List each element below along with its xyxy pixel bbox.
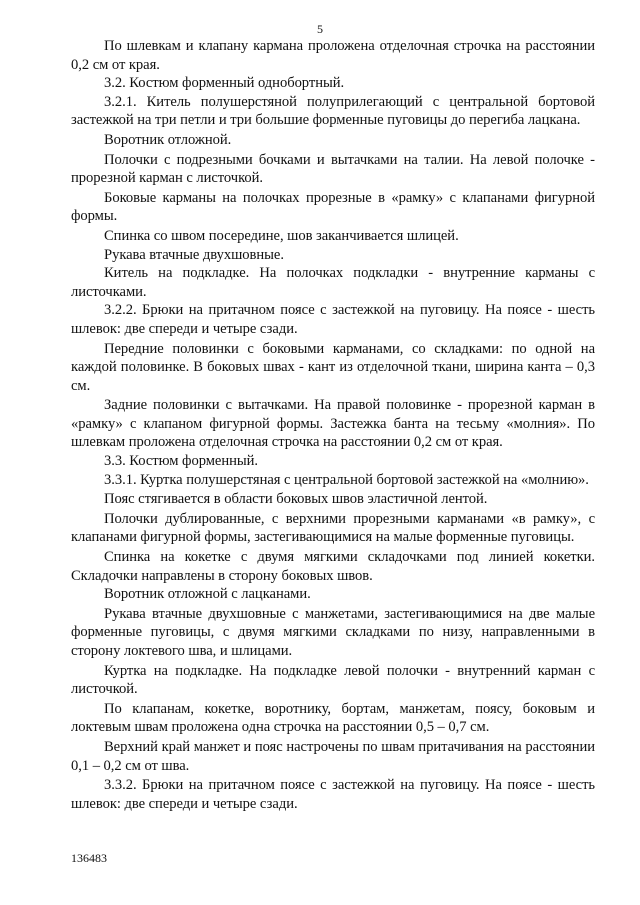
paragraph: Рукава втачные двухшовные.: [104, 246, 284, 263]
paragraph: По шлевкам и клапану кармана проложена отделочная строчка на расстоянии 0,2 см от края.: [71, 38, 595, 73]
paragraph: Задние половинки с вытачками. На правой половинке - прорезной карман в «рамку» с клапаном фигурной формы. Застежка банта на тесьму «молния». По шлевкам проложена отделочная строчка на расстоянии 0,2 см от края.: [71, 397, 595, 451]
paragraph: По клапанам, кокетке, воротнику, бортам, манжетам, поясу, боковым и локтевым швам проложена одна строчка на расстоянии 0,5 – 0,7 см.: [71, 700, 595, 736]
paragraph: Воротник отложной с лацканами.: [104, 586, 311, 603]
paragraph: Полочки с подрезными бочками и вытачками на талии. На левой полочке - прорезной карман с листочкой.: [71, 151, 595, 187]
paragraph: Китель на подкладке. На полочках подкладки - внутренние карманы с листочками.: [71, 265, 595, 300]
paragraph: Рукава втачные двухшовные с манжетами, застегивающимися на две малые форменные пуговицы, с двумя мягкими складками по низу, направленными в сторону локтевого шва, и шлицами.: [71, 605, 595, 659]
paragraph: Воротник отложной.: [104, 131, 232, 148]
paragraph: Верхний край манжет и пояс настрочены по швам притачивания на расстоянии 0,1 – 0,2 см от шва.: [71, 738, 595, 774]
document-code: 136483: [71, 851, 107, 865]
paragraph: Куртка на подкладке. На подкладке левой полочки - внутренний карман с листочкой.: [71, 662, 595, 698]
document-body: [71, 37, 595, 813]
section-heading: 3.3. Костюм форменный.: [104, 453, 258, 470]
paragraph: Спинка на кокетке с двумя мягкими складочками под линией кокетки. Складочки направлены в сторону боковых швов.: [71, 549, 595, 584]
paragraph: Спинка со швом посередине, шов заканчивается шлицей.: [104, 227, 459, 244]
paragraph: Пояс стягивается в области боковых швов эластичной лентой.: [104, 491, 488, 508]
subsection-paragraph: 3.2.2. Брюки на притачном поясе с застежкой на пуговицу. На поясе - шесть шлевок: две спереди и четыре сзади.: [71, 302, 595, 337]
paragraph: Полочки дублированные, с верхними прорезными карманами «в рамку», с клапанами фигурной формы, застегивающимися на малые форменные пуговицы.: [71, 510, 595, 546]
subsection-paragraph: 3.3.1. Куртка полушерстяная с центральной бортовой застежкой на «молнию».: [104, 471, 589, 488]
subsection-paragraph: 3.3.2. Брюки на притачном поясе с застежкой на пуговицу. На поясе - шесть шлевок: две спереди и четыре сзади.: [71, 777, 595, 812]
paragraph: Боковые карманы на полочках прорезные в «рамку» с клапанами фигурной формы.: [71, 189, 595, 225]
page-number: 5: [317, 22, 323, 36]
paragraph: Передние половинки с боковыми карманами, со складками: по одной на каждой половинке. В боковых швах - кант из отделочной ткани, ширина канта – 0,3 см.: [71, 340, 595, 394]
section-heading: 3.2. Костюм форменный однобортный.: [104, 75, 345, 92]
subsection-paragraph: 3.2.1. Китель полушерстяной полуприлегающий с центральной бортовой застежкой на три петли и три большие форменные пуговицы до перегиба лацкана.: [71, 93, 595, 129]
